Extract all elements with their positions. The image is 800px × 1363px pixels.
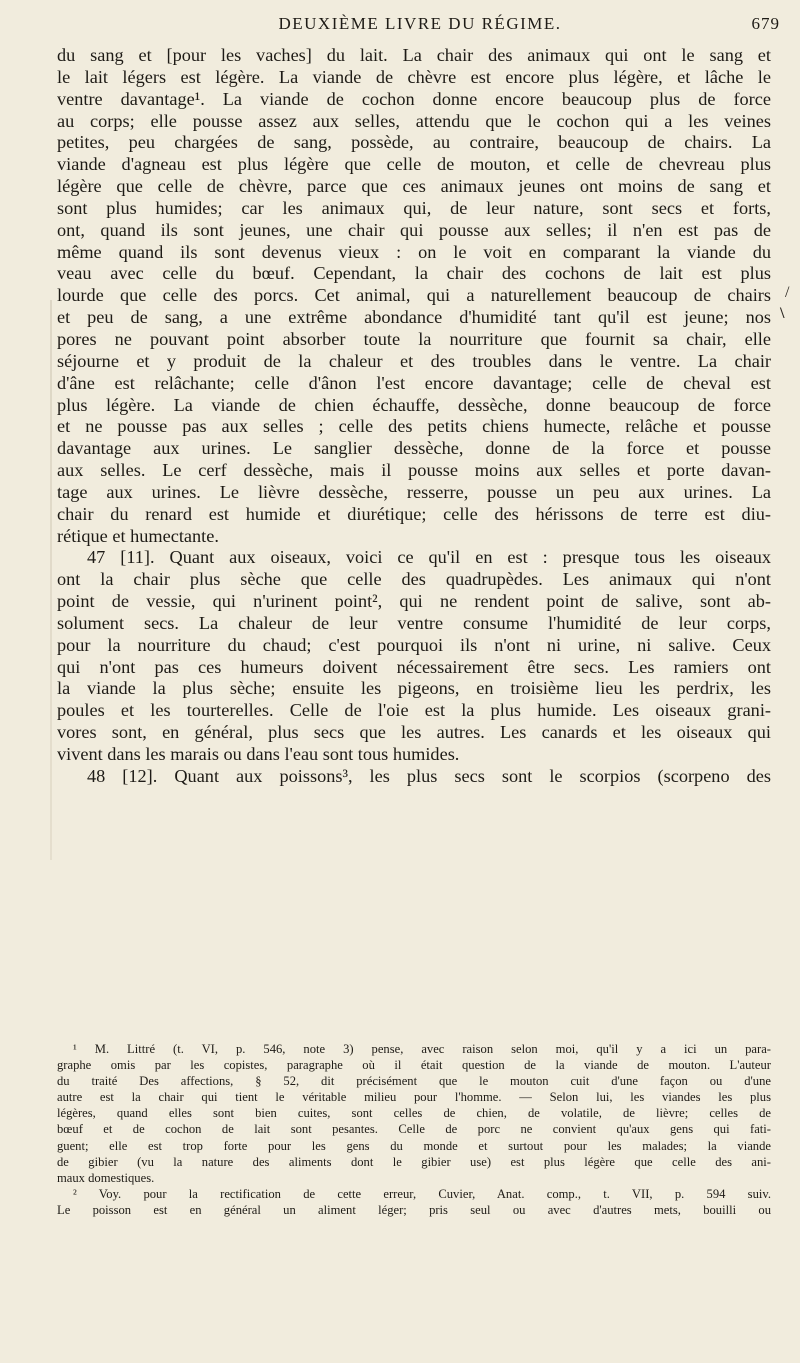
footnote-line: maux domestiques. bbox=[57, 1170, 155, 1185]
text-line: le lait légers est légère. La viande de chèvre est encore plus légère, et lâche le bbox=[57, 66, 771, 87]
text-line: du sang et [pour les vaches] du lait. La chair des animaux qui ont le sang et bbox=[57, 45, 771, 65]
text-line: viande d'agneau est plus légère que celle de mouton, et celle de chevreau plus bbox=[57, 154, 771, 175]
text-line: même quand ils sont devenus vieux : on le voit en comparant la viande du bbox=[57, 241, 771, 262]
footnote-line: ¹ M. Littré (t. VI, p. 546, note 3) pense, avec raison selon moi, qu'il y a ici un para- bbox=[73, 1042, 771, 1056]
paragraph-47-start: 47 [11]. Quant aux oiseaux, voici ce qu'il en est : presque tous les oiseaux bbox=[87, 547, 771, 568]
text-line: la viande la plus sèche; ensuite les pigeons, en troisième lieu les perdrix, les bbox=[57, 678, 771, 699]
text-line: et peu de sang, a une extrême abondance d'humidité tant qu'il est jeune; nos bbox=[57, 307, 771, 328]
text-line: poules et les tourterelles. Celle de l'oie est la plus humide. Les oiseaux grani- bbox=[57, 700, 771, 721]
margin-mark: \ bbox=[780, 305, 785, 322]
text-line: pour la nourriture du chaud; c'est pourquoi ils n'ont ni urine, ni salive. Ceux bbox=[57, 634, 771, 655]
footnote-line: du traité Des affections, § 52, dit précisément que le mouton cuit d'une façon ou d'une bbox=[57, 1074, 771, 1089]
footnote-line: graphe omis par les copistes, paragraphe où il était question de la viande de mouton. L'auteur bbox=[57, 1058, 771, 1073]
text-line: rétique et humectante. bbox=[57, 525, 219, 546]
footnote-line: de gibier (vu la nature des aliments dont le gibier use) est plus légère que celle des ani- bbox=[57, 1154, 771, 1169]
text-line: d'âne est relâchante; celle d'ânon l'est encore davantage; celle de cheval est bbox=[57, 372, 771, 393]
text-line: lourde que celle des porcs. Cet animal, qui a naturellement beaucoup de chairs bbox=[57, 285, 771, 306]
page-number: 679 bbox=[751, 14, 780, 33]
footnote-line: guent; elle est trop forte pour les gens du monde et surtout pour les malades; la viande bbox=[57, 1138, 771, 1153]
footnote-line: bœuf et de cochon de lait sont pesantes. Celle de porc ne convient qu'aux gens qui fati- bbox=[57, 1122, 771, 1137]
text-line: pores ne pouvant point absorber toute la nourriture que fournit sa chair, elle bbox=[57, 328, 771, 349]
text-line: aux selles. Le cerf dessèche, mais il pousse moins aux selles et porte davan- bbox=[57, 460, 771, 481]
text-line: au corps; elle pousse assez aux selles, attendu que le cochon qui a les veines bbox=[57, 110, 771, 131]
footnote-line: ² Voy. pour la rectification de cette erreur, Cuvier, Anat. comp., t. VII, p. 594 suiv. bbox=[73, 1186, 771, 1201]
text-line: séjourne et y produit de la chaleur et des troubles dans le ventre. La chair bbox=[57, 350, 771, 371]
text-line: plus légère. La viande de chien échauffe, dessèche, donne beaucoup de force bbox=[57, 394, 771, 415]
text-line: sont plus humides; car les animaux qui, de leur nature, sont secs et forts, bbox=[57, 197, 771, 218]
page-header bbox=[60, 6, 780, 40]
margin-mark: / bbox=[785, 284, 790, 301]
footnotes bbox=[57, 1041, 771, 1218]
text-line: veau avec celle du bœuf. Cependant, la chair des cochons de lait est plus bbox=[57, 263, 771, 284]
text-line: vivent dans les marais ou dans l'eau sont tous humides. bbox=[57, 744, 460, 764]
footnote-line: légères, quand elles sont bien cuites, sont celles de chien, de volatile, de lièvre; celles de bbox=[57, 1106, 771, 1121]
text-line: ventre davantage¹. La viande de cochon donne encore beaucoup plus de force bbox=[57, 88, 771, 109]
main-text bbox=[57, 45, 771, 788]
text-line: qui n'ont pas ces humeurs doivent nécessairement être secs. Les ramiers ont bbox=[57, 656, 771, 677]
footnote-line: Le poisson est en général un aliment léger; pris seul ou avec d'autres mets, bouilli ou bbox=[57, 1202, 771, 1217]
text-line: chair du renard est humide et diurétique; celle des hérissons de terre est diu- bbox=[57, 503, 771, 524]
text-line: légère que celle de chèvre, parce que ces animaux jeunes ont moins de sang et bbox=[57, 176, 771, 197]
running-title: DEUXIÈME LIVRE DU RÉGIME. bbox=[278, 14, 562, 33]
text-line: tage aux urines. Le lièvre dessèche, resserre, pousse un peu aux urines. La bbox=[57, 481, 771, 502]
text-line: ont, quand ils sont jeunes, une chair qui pousse aux selles; il n'en est pas de bbox=[57, 219, 771, 240]
text-line: petites, peu chargées de sang, possède, au contraire, beaucoup de chairs. La bbox=[57, 132, 771, 153]
text-line: ont la chair plus sèche que celle des quadrupèdes. Les animaux qui n'ont bbox=[57, 569, 771, 590]
text-line: et ne pousse pas aux selles ; celle des petits chiens humecte, relâche et pousse bbox=[57, 416, 771, 437]
paragraph-48-start: 48 [12]. Quant aux poissons³, les plus secs sont le scorpios (scorpeno des bbox=[87, 765, 771, 786]
text-line: davantage aux urines. Le sanglier dessèche, donne de la force et pousse bbox=[57, 438, 771, 459]
binding-shadow bbox=[50, 300, 52, 860]
text-line: point de vessie, qui n'urinent point², qui ne rendent point de salive, sont ab- bbox=[57, 591, 771, 612]
footnote-line: autre est la chair qui tient le véritable milieu pour l'homme. — Selon lui, les viandes les plus bbox=[57, 1090, 771, 1105]
text-line: vores sont, en général, plus secs que les autres. Les canards et les oiseaux qui bbox=[57, 722, 771, 743]
text-line: solument secs. La chaleur de leur ventre consume l'humidité de leur corps, bbox=[57, 612, 771, 633]
